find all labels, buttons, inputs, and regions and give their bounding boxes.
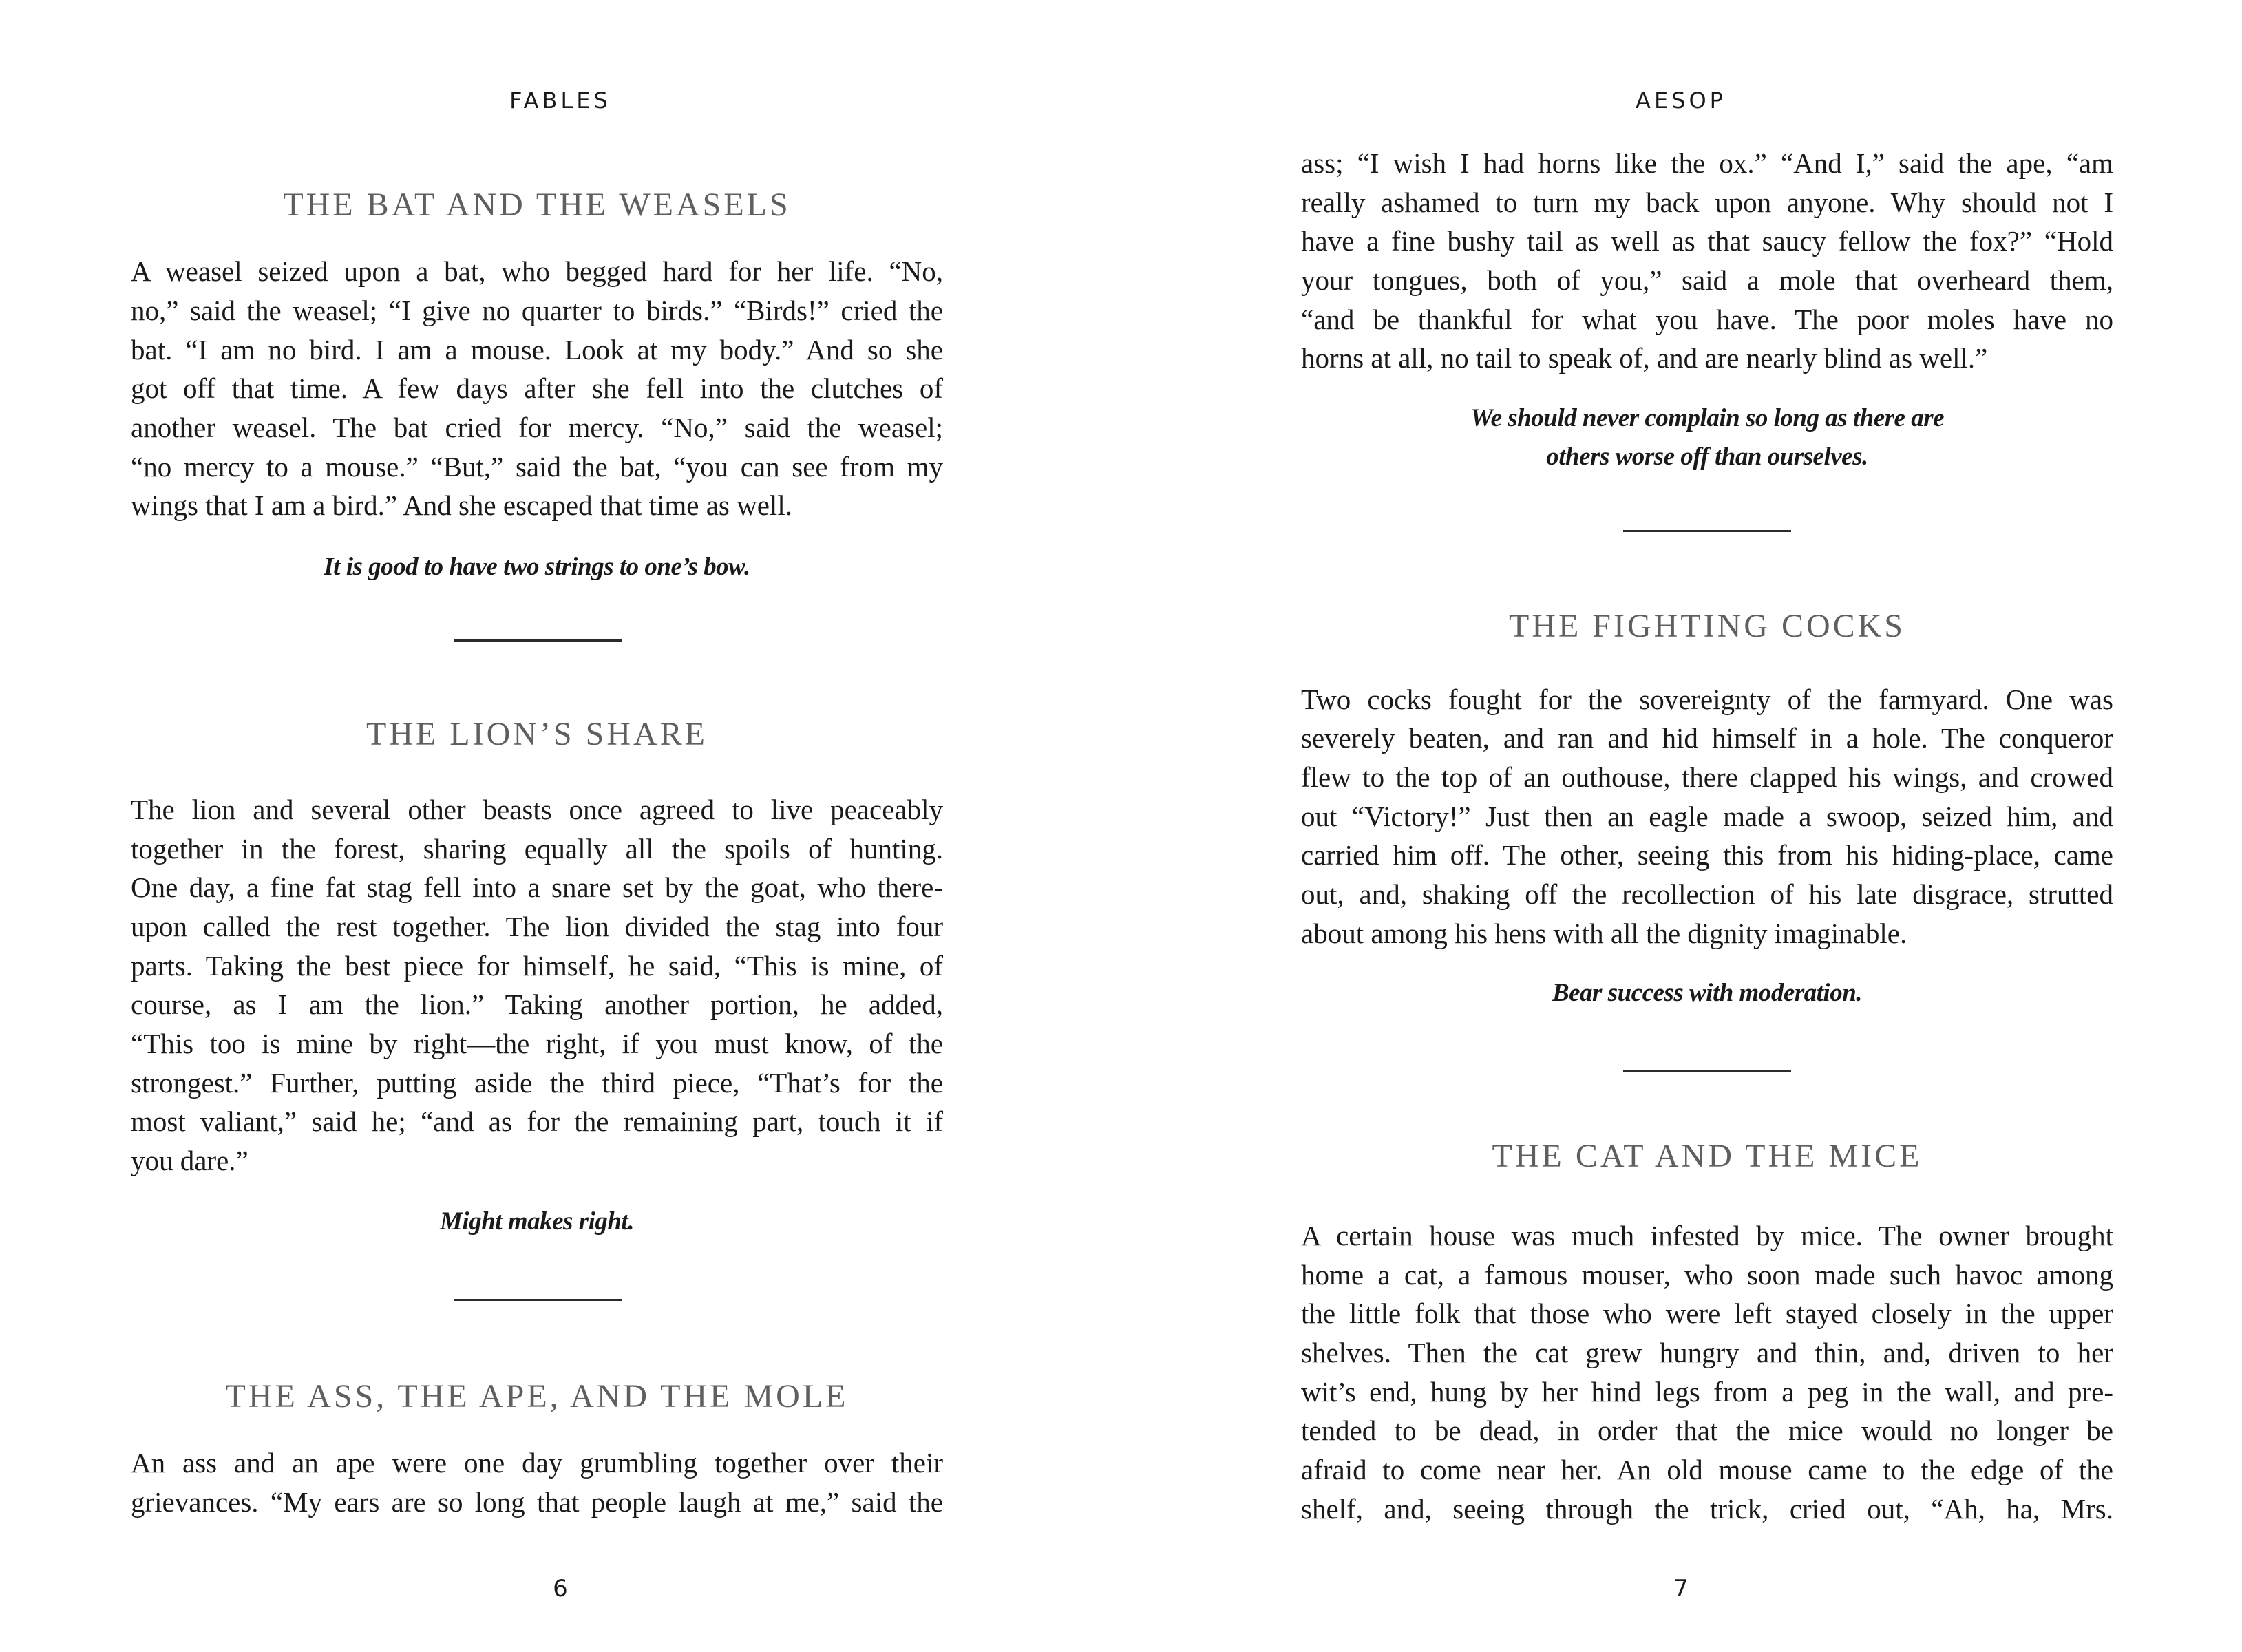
fable-moral: It is good to have two strings to one’s bow. [324, 553, 750, 581]
body-line: strongest.” Further, putting aside the third piece, “That’s for the [131, 1067, 943, 1099]
body-line: “This too is mine by right—the right, if you must know, of the [131, 1028, 943, 1059]
body-line: course, as I am the lion.” Taking another portion, he added, [131, 988, 943, 1020]
section-divider [454, 1299, 622, 1301]
body-line: A certain house was much infested by mice. The owner brought [1301, 1220, 2113, 1251]
fable-title: THE BAT AND THE WEASELS [283, 187, 791, 223]
body-line: wings that I am a bird.” And she escaped that time as well. [131, 489, 792, 521]
body-line: grievances. “My ears are so long that people laugh at me,” said the [131, 1486, 943, 1518]
right-page [1121, 0, 2241, 1652]
body-line: no,” said the weasel; “I give no quarter to birds.” “Birds!” cried the [131, 295, 943, 326]
body-line: home a cat, a famous mouser, who soon made such havoc among [1301, 1259, 2113, 1291]
body-line: One day, a fine fat stag fell into a snare set by the goat, who there- [131, 871, 943, 903]
running-head: AESOP [1636, 87, 1726, 114]
body-line: “and be thankful for what you have. The poor moles have no [1301, 304, 2113, 335]
body-line: wit’s end, hung by her hind legs from a peg in the wall, and pre- [1301, 1376, 2113, 1408]
fable-moral: Bear success with moderation. [1552, 979, 1863, 1007]
body-line: most valiant,” said he; “and as for the remaining part, touch it if [131, 1105, 943, 1137]
body-line: A weasel seized upon a bat, who begged hard for her life. “No, [131, 255, 943, 287]
body-line: severely beaten, and ran and hid himself in a hole. The conqueror [1301, 722, 2113, 754]
body-line: really ashamed to turn my back upon anyone. Why should not I [1301, 187, 2113, 218]
fable-title: THE ASS, THE APE, AND THE MOLE [225, 1378, 849, 1415]
body-line: your tongues, both of you,” said a mole that overheard them, [1301, 264, 2113, 296]
body-line: ass; “I wish I had horns like the ox.” “And I,” said the ape, “am [1301, 147, 2113, 179]
body-line: out “Victory!” Just then an eagle made a swoop, seized him, and [1301, 801, 2113, 832]
body-line: got off that time. A few days after she fell into the clutches of [131, 372, 943, 404]
fable-moral: others worse off than ourselves. [1546, 443, 1868, 471]
body-line: Two cocks fought for the sovereignty of the farmyard. One was [1301, 684, 2113, 715]
body-line: “no mercy to a mouse.” “But,” said the bat, “you can see from my [131, 451, 943, 483]
body-line: shelf, and, seeing through the trick, cried out, “Ah, ha, Mrs. [1301, 1493, 2113, 1525]
body-line: horns at all, no tail to speak of, and are nearly blind as well.” [1301, 342, 1988, 374]
body-line: shelves. Then the cat grew hungry and thin, and, driven to her [1301, 1337, 2113, 1368]
body-line: afraid to come near her. An old mouse came to the edge of the [1301, 1454, 2113, 1485]
fable-moral: We should never complain so long as there are [1470, 404, 1945, 432]
body-line: the little folk that those who were left stayed closely in the upper [1301, 1298, 2113, 1329]
section-divider [1623, 1070, 1791, 1072]
fable-title: THE LION’S SHARE [366, 716, 708, 752]
body-line: parts. Taking the best piece for himself, he said, “This is mine, of [131, 950, 943, 982]
body-line: carried him off. The other, seeing this from his hiding-place, came [1301, 839, 2113, 871]
body-line: An ass and an ape were one day grumbling together over their [131, 1447, 943, 1479]
body-line: about among his hens with all the dignity imaginable. [1301, 918, 1907, 949]
running-head: FABLES [509, 87, 611, 114]
page-number: 7 [1673, 1575, 1689, 1602]
body-line: you dare.” [131, 1145, 248, 1176]
page-number: 6 [553, 1575, 568, 1602]
body-line: bat. “I am no bird. I am a mouse. Look at my body.” And so she [131, 334, 943, 366]
body-line: upon called the rest together. The lion divided the stag into four [131, 911, 943, 942]
body-line: another weasel. The bat cried for mercy. “No,” said the weasel; [131, 412, 943, 443]
body-line: out, and, shaking off the recollection of his late disgrace, strutted [1301, 878, 2113, 910]
body-line: have a fine bushy tail as well as that saucy fellow the fox?” “Hold [1301, 225, 2113, 257]
body-line: tended to be dead, in order that the mice would no longer be [1301, 1415, 2113, 1446]
body-line: flew to the top of an outhouse, there clapped his wings, and crowed [1301, 761, 2113, 793]
fable-moral: Might makes right. [440, 1207, 634, 1236]
fable-title: THE FIGHTING COCKS [1509, 608, 1905, 644]
fable-title: THE CAT AND THE MICE [1492, 1138, 1923, 1174]
body-line: The lion and several other beasts once agreed to live peaceably [131, 794, 943, 825]
section-divider [454, 639, 622, 642]
body-line: together in the forest, sharing equally all the spoils of hunting. [131, 833, 943, 865]
section-divider [1623, 530, 1791, 532]
